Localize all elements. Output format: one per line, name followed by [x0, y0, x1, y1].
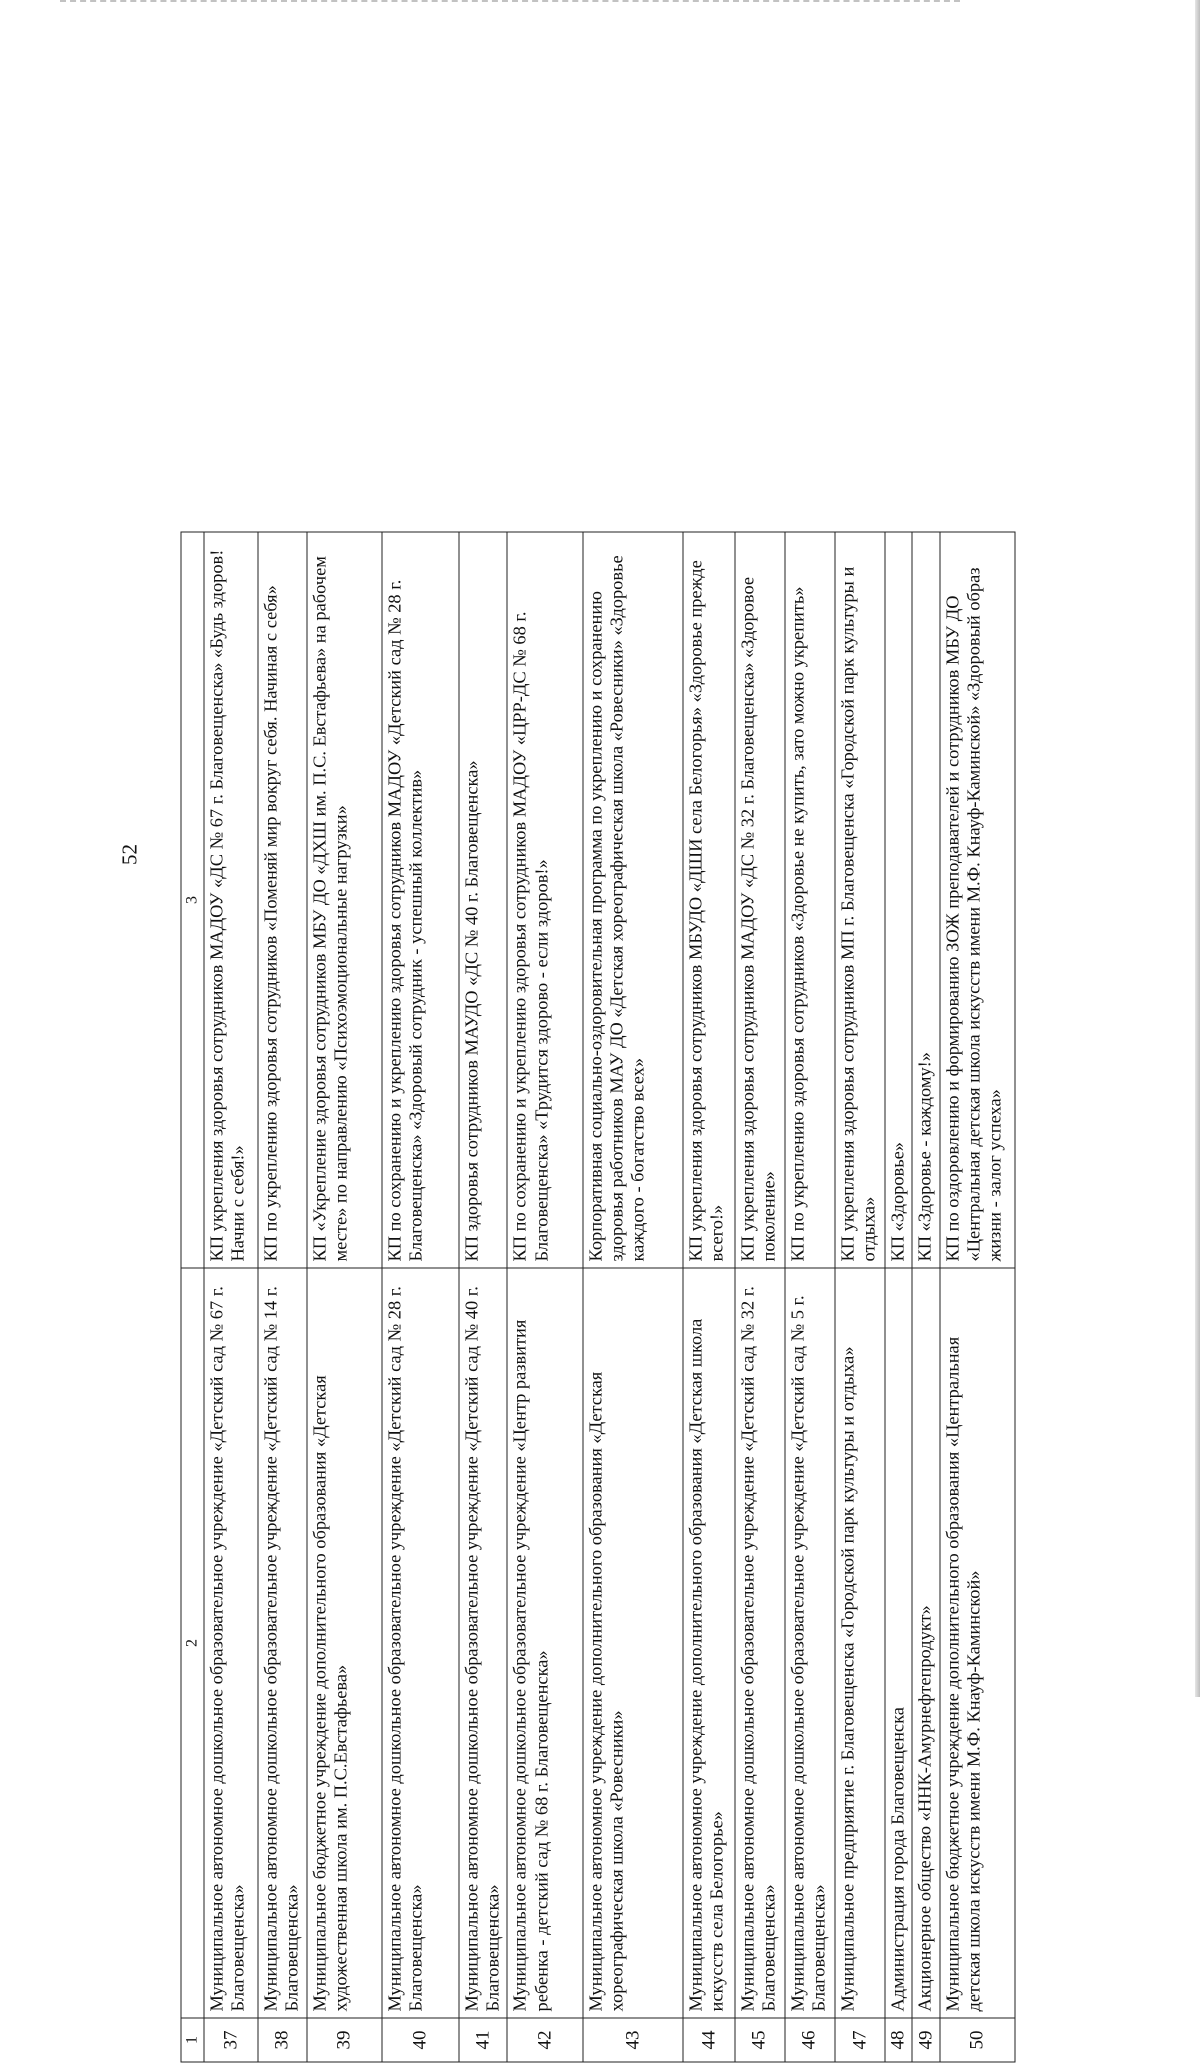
program-cell: КП «Укрепление здоровья сотрудников МБУ ДО «ДХШ им. П.С. Евстафьева» на рабочем месте» по направлению «Психоэмоциональные нагрузки» — [306, 532, 381, 1268]
page-number: 52 — [117, 844, 142, 865]
organization-cell: Муниципальное бюджетное учреждение дополнительного образования «Центральная детская школа искусств имени М.Ф. Кнауф-Каминской» — [939, 1268, 1014, 2018]
program-cell: КП по оздоровлению и формированию ЗОЖ преподавателей и сотрудников МБУ ДО «Центральная детская школа искусств имени М.Ф. Кнауф-Каминской» «Здоровый образ жизни - залог успеха» — [939, 532, 1014, 1268]
scan-artifact — [60, 0, 960, 8]
row-number: 43 — [582, 2018, 682, 2062]
program-cell: КП укрепления здоровья сотрудников МАДОУ «ДС № 32 г. Благовещенска» «Здоровое поколение» — [734, 532, 784, 1268]
table-header-row — [181, 532, 204, 2062]
rotated-table-container — [180, 533, 1015, 2063]
header-col-2: 2 — [181, 1268, 204, 2018]
page-edge-shadow — [1195, 0, 1200, 1697]
row-number: 44 — [683, 2018, 734, 2062]
program-cell: КП укрепления здоровья сотрудников МБУДО «ДШИ села Белогорья» «Здоровье прежде всего!» — [683, 532, 734, 1268]
organization-cell: Муниципальное автономное учреждение дополнительного образования «Детская хореографическая школа «Ровесники» — [582, 1268, 682, 2018]
program-cell: КП по укреплению здоровья сотрудников «Поменяй мир вокруг себя. Начиная с себя» — [258, 532, 306, 1268]
table-row — [912, 532, 939, 2062]
organization-cell: Муниципальное автономное дошкольное образовательное учреждение «Детский сад № 28 г. Благовещенска» — [381, 1268, 458, 2018]
table-row — [306, 532, 381, 2062]
table-row — [784, 532, 834, 2062]
row-number: 48 — [885, 2018, 912, 2062]
organization-cell: Администрация города Благовещенска — [885, 1268, 912, 2018]
program-cell: КП здоровья сотрудников МАУДО «ДС № 40 г. Благовещенска» — [459, 532, 507, 1268]
program-cell: КП по сохранению и укреплению здоровья сотрудников МАДОУ «ЦРР-ДС № 68 г. Благовещенска» «Трудится здорово - если здоров!» — [507, 532, 582, 1268]
program-cell: КП по сохранению и укреплению здоровья сотрудников МАДОУ «Детский сад № 28 г. Благовещенска» «Здоровый сотрудник - успешный коллектив» — [381, 532, 458, 1268]
program-cell: Корпоративная социально-оздоровительная программа по укреплению и сохранению здоровья работников МАУ ДО «Детская хореографическая школа «Ровесники» «Здоровье каждого - богатство всех» — [582, 532, 682, 1268]
organization-cell: Муниципальное автономное дошкольное образовательное учреждение «Детский сад № 67 г. Благовещенска» — [204, 1268, 258, 2018]
row-number: 41 — [459, 2018, 507, 2062]
row-number: 45 — [734, 2018, 784, 2062]
row-number: 49 — [912, 2018, 939, 2062]
table-row — [734, 532, 784, 2062]
row-number: 50 — [939, 2018, 1014, 2062]
organization-cell: Акционерное общество «ННК-Амурнефтепродукт» — [912, 1268, 939, 2018]
table-row — [939, 532, 1014, 2062]
program-cell: КП по укреплению здоровья сотрудников «Здоровье не купить, зато можно укрепить» — [784, 532, 834, 1268]
organization-cell: Муниципальное автономное дошкольное образовательное учреждение «Детский сад № 5 г. Благовещенска» — [784, 1268, 834, 2018]
table-row — [885, 532, 912, 2062]
program-cell: КП «Здоровье» — [885, 532, 912, 1268]
table-row — [683, 532, 734, 2062]
organization-cell: Муниципальное предприятие г. Благовещенска «Городской парк культуры и отдыха» — [835, 1268, 885, 2018]
program-cell: КП укрепления здоровья сотрудников МАДОУ «ДС № 67 г. Благовещенска» «Будь здоров! Начни с себя!» — [204, 532, 258, 1268]
program-cell: КП укрепления здоровья сотрудников МП г. Благовещенска «Городской парк культуры и отдыха» — [835, 532, 885, 1268]
organization-cell: Муниципальное автономное дошкольное образовательное учреждение «Детский сад № 32 г. Благовещенска» — [734, 1268, 784, 2018]
table-row — [507, 532, 582, 2062]
row-number: 40 — [381, 2018, 458, 2062]
organization-cell: Муниципальное автономное дошкольное образовательное учреждение «Детский сад № 40 г. Благовещенска» — [459, 1268, 507, 2018]
row-number: 39 — [306, 2018, 381, 2062]
organization-cell: Муниципальное автономное дошкольное образовательное учреждение «Детский сад № 14 г. Благовещенска» — [258, 1268, 306, 2018]
program-cell: КП «Здоровье - каждому!» — [912, 532, 939, 1268]
row-number: 38 — [258, 2018, 306, 2062]
table-row — [204, 532, 258, 2062]
organization-cell: Муниципальное автономное учреждение дополнительного образования «Детская школа искусств села Белогорье» — [683, 1268, 734, 2018]
header-col-1: 1 — [181, 2018, 204, 2062]
table-row — [835, 532, 885, 2062]
organization-cell: Муниципальное автономное дошкольное образовательное учреждение «Центр развития ребенка - детский сад № 68 г. Благовещенска» — [507, 1268, 582, 2018]
programs-table — [180, 532, 1015, 2063]
organization-cell: Муниципальное бюджетное учреждение дополнительного образования «Детская художественная школа им. П.С.Евстафьева» — [306, 1268, 381, 2018]
table-row — [258, 532, 306, 2062]
table-row — [582, 532, 682, 2062]
row-number: 47 — [835, 2018, 885, 2062]
header-col-3: 3 — [181, 532, 204, 1268]
table-row — [459, 532, 507, 2062]
table-row — [381, 532, 458, 2062]
row-number: 46 — [784, 2018, 834, 2062]
row-number: 37 — [204, 2018, 258, 2062]
row-number: 42 — [507, 2018, 582, 2062]
